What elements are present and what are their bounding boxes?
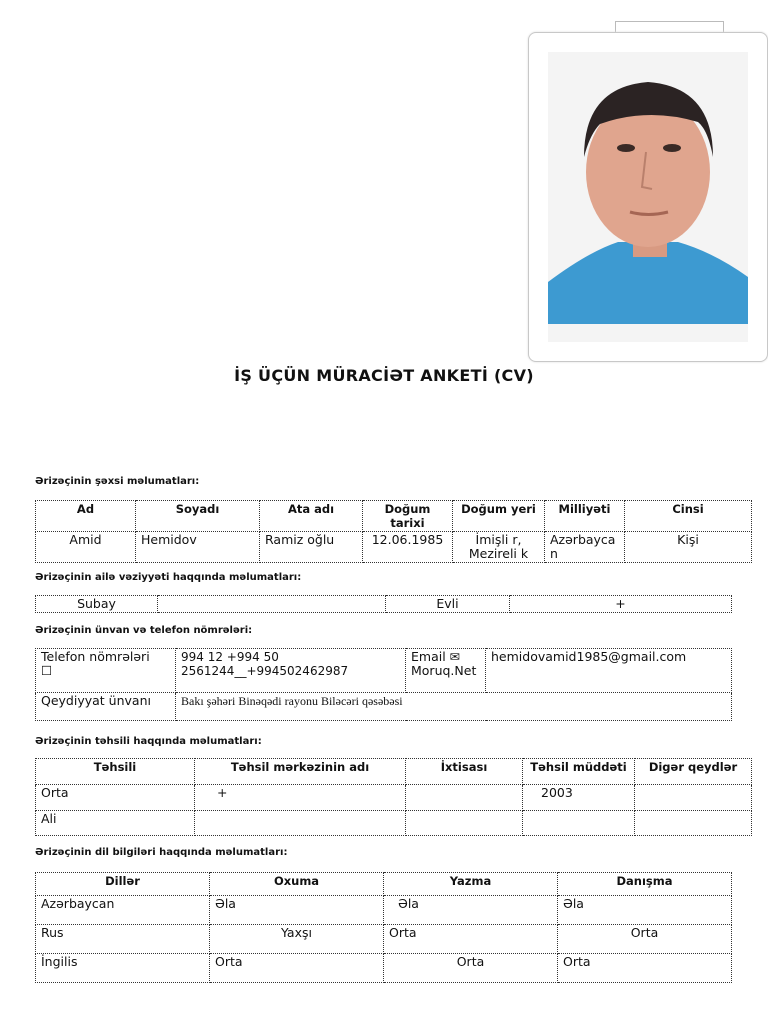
edu-header-qeydler: Digər qeydlər <box>635 759 752 785</box>
value-ata-adi: Ramiz oğlu <box>260 532 363 563</box>
lang-header-diller: Dillər <box>36 873 210 896</box>
value-soyadi: Hemidov <box>136 532 260 563</box>
value-cinsi: Kişi <box>625 532 752 563</box>
edu-header-ixtisas: İxtisası <box>406 759 523 785</box>
family-evli: Evli <box>386 596 510 613</box>
value-dogum-tarixi: 12.06.1985 <box>363 532 453 563</box>
edu-cell: 2003 <box>523 785 635 811</box>
header-dogum-tarixi: Doğum tarixi <box>363 501 453 532</box>
section-contact-heading: Ərizəçinin ünvan və telefon nömrələri: <box>35 625 253 636</box>
edu-cell <box>635 785 752 811</box>
lang-cell: Orta <box>210 954 384 983</box>
phone-icon: ☐ <box>41 663 53 678</box>
edu-header-muddet: Təhsil müddəti <box>523 759 635 785</box>
edu-header-merkez: Təhsil mərkəzinin adı <box>195 759 406 785</box>
section-languages-heading: Ərizəçinin dil bilgiləri haqqında məlumatları: <box>35 847 288 858</box>
lang-cell: Yaxşı <box>210 925 384 954</box>
section-education-heading: Ərizəçinin təhsili haqqında məlumatları: <box>35 736 262 747</box>
edu-cell <box>406 785 523 811</box>
address-label: Qeydiyyat ünvanı <box>36 693 176 721</box>
personal-info-table <box>35 500 752 563</box>
edu-header-tehsili: Təhsili <box>36 759 195 785</box>
email-label: Email <box>411 649 446 664</box>
applicant-photo <box>548 52 748 342</box>
lang-cell: Orta <box>384 954 558 983</box>
section-family-heading: Ərizəçinin ailə vəziyyəti haqqında məlumatları: <box>35 572 302 583</box>
family-subay-value <box>158 596 386 613</box>
value-dogum-yeri: İmişli r, Mezireli k <box>453 532 545 563</box>
lang-cell: Əla <box>210 896 384 925</box>
lang-header-danisma: Danışma <box>558 873 732 896</box>
edu-cell: Ali <box>36 811 195 836</box>
header-cinsi: Cinsi <box>625 501 752 532</box>
edu-cell: + <box>195 785 406 811</box>
section-personal-heading: Ərizəçinin şəxsi məlumatları: <box>35 476 200 487</box>
lang-header-oxuma: Oxuma <box>210 873 384 896</box>
value-milliyeti: Azərbaycan <box>545 532 625 563</box>
header-milliyeti: Milliyəti <box>545 501 625 532</box>
family-status-table <box>35 595 732 613</box>
edu-cell <box>406 811 523 836</box>
family-evli-value: + <box>510 596 732 613</box>
lang-cell: Orta <box>558 925 732 954</box>
contact-table <box>35 648 732 721</box>
edu-cell <box>523 811 635 836</box>
phone-values: 994 12 +994 50 2561244__+994502462987 <box>176 649 406 693</box>
header-ata-adi: Ata adı <box>260 501 363 532</box>
lang-cell: Orta <box>384 925 558 954</box>
family-subay: Subay <box>36 596 158 613</box>
education-table <box>35 758 752 836</box>
languages-table <box>35 872 732 983</box>
phone-label: Telefon nömrələri <box>41 649 150 664</box>
lang-cell: Azərbaycan <box>36 896 210 925</box>
applicant-photo-drawing <box>548 52 748 342</box>
edu-cell: Orta <box>36 785 195 811</box>
email-value[interactable]: hemidovamid1985@gmail.com <box>486 649 732 693</box>
value-ad: Amid <box>36 532 136 563</box>
email-sub: Moruq.Net <box>411 663 477 678</box>
phone-label-cell <box>36 649 176 693</box>
header-ad: Ad <box>36 501 136 532</box>
lang-header-yazma: Yazma <box>384 873 558 896</box>
lang-cell: İngilis <box>36 954 210 983</box>
edu-cell <box>635 811 752 836</box>
edu-cell <box>195 811 406 836</box>
lang-cell: Əla <box>384 896 558 925</box>
email-label-cell <box>406 649 486 693</box>
header-soyadi: Soyadı <box>136 501 260 532</box>
page-title: İŞ ÜÇÜN MÜRACİƏT ANKETİ (CV) <box>234 366 534 385</box>
envelope-icon: ✉ <box>449 649 461 664</box>
lang-cell: Rus <box>36 925 210 954</box>
address-value: Bakı şəhəri Binəqədi rayonu Biləcəri qəsəbəsi <box>176 693 732 721</box>
lang-cell: Orta <box>558 954 732 983</box>
lang-cell: Əla <box>558 896 732 925</box>
header-dogum-yeri: Doğum yeri <box>453 501 545 532</box>
